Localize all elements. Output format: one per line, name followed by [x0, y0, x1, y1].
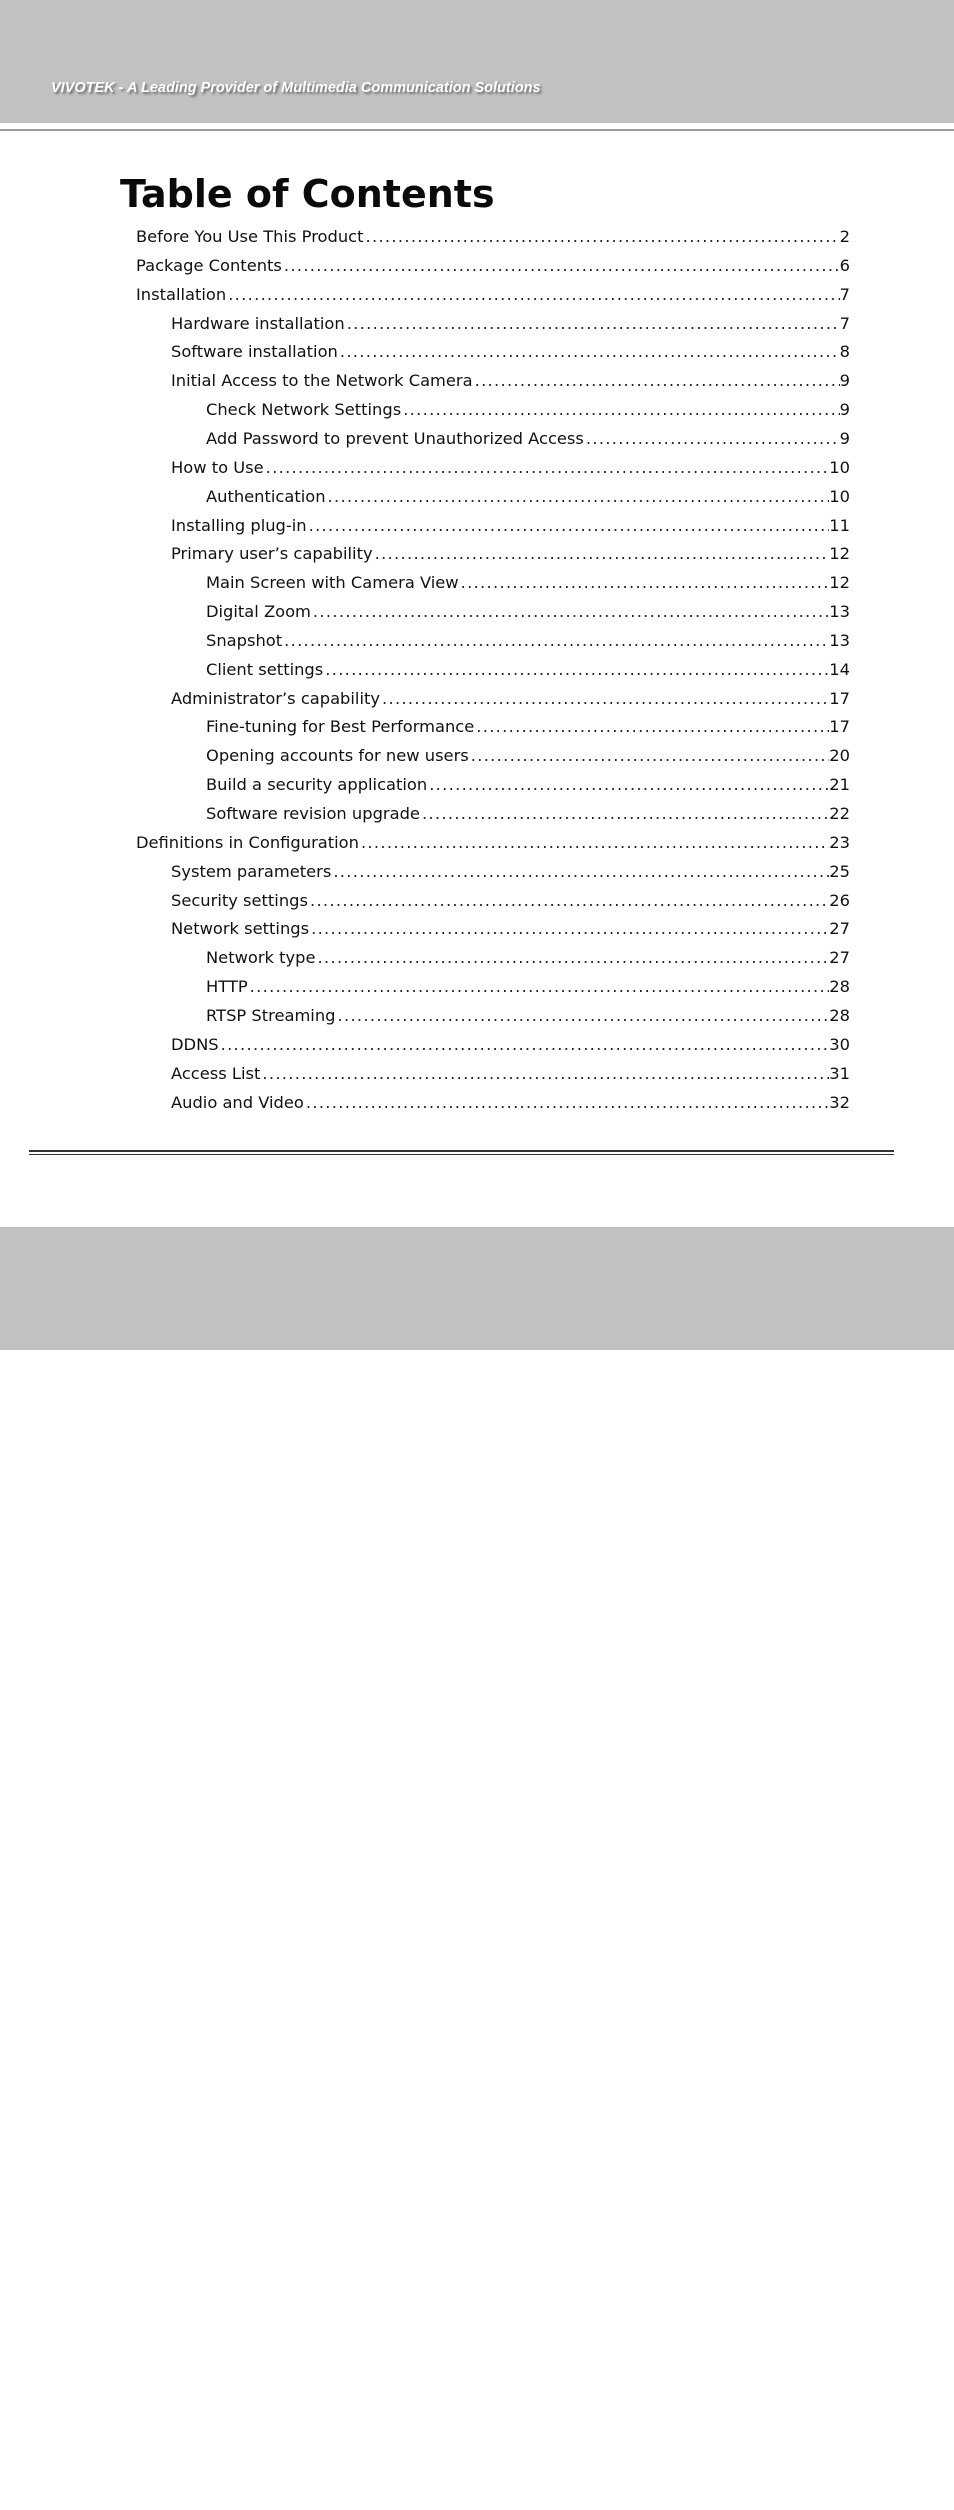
- toc-entry-label: Installation: [136, 284, 227, 304]
- toc-entry-label: Authentication: [206, 486, 326, 506]
- toc-entry-page-number: 14: [829, 659, 850, 679]
- toc-dot-leader: [309, 914, 829, 943]
- toc-entry-label: Snapshot: [206, 630, 283, 650]
- toc-dot-leader: [380, 684, 829, 713]
- toc-entry-label: Initial Access to the Network Camera: [171, 371, 473, 391]
- toc-entry-label: Network settings: [171, 919, 310, 939]
- toc-entry-label: Check Network Settings: [206, 400, 402, 420]
- toc-entry-label: Security settings: [171, 890, 308, 910]
- toc-dot-leader: [473, 366, 840, 395]
- toc-dot-leader: [345, 309, 840, 338]
- toc-entry[interactable]: [206, 972, 850, 1001]
- toc-entry[interactable]: [136, 251, 850, 280]
- toc-entry-page-number: 13: [829, 630, 850, 650]
- toc-dot-leader: [323, 655, 829, 684]
- header-band: [0, 0, 954, 123]
- toc-entry-label: Package Contents: [136, 255, 282, 275]
- toc-entry[interactable]: [171, 1030, 850, 1059]
- toc-entry[interactable]: [171, 857, 850, 886]
- toc-entry[interactable]: [171, 309, 850, 338]
- toc-dot-leader: [474, 712, 829, 741]
- toc-entry[interactable]: [171, 1059, 850, 1088]
- toc-entry-page-number: 2: [839, 227, 850, 246]
- toc-entry-page-number: 7: [839, 284, 850, 304]
- toc-entry[interactable]: [206, 597, 850, 626]
- toc-dot-leader: [219, 1030, 830, 1059]
- toc-entry-page-number: 6: [839, 255, 850, 275]
- toc-entry-page-number: 9: [839, 428, 850, 448]
- toc-entry-label: Hardware installation: [171, 313, 345, 333]
- toc-entry[interactable]: [136, 828, 850, 857]
- toc-entry-label: Installing plug-in: [171, 515, 307, 535]
- toc-entry-label: Main Screen with Camera View: [206, 573, 459, 593]
- toc-entry-page-number: 17: [829, 717, 850, 737]
- toc-entry-page-number: 31: [829, 1063, 850, 1083]
- toc-entry-page-number: 23: [829, 832, 850, 852]
- footer-divider-thin: [29, 1154, 894, 1155]
- toc-entry[interactable]: [206, 482, 850, 511]
- toc-dot-leader: [308, 886, 829, 915]
- toc-entry-label: Fine-tuning for Best Performance: [206, 717, 475, 737]
- footer-divider: [29, 1150, 894, 1152]
- toc-entry-page-number: 22: [829, 804, 850, 823]
- toc-dot-leader: [338, 337, 840, 366]
- toc-dot-leader: [282, 626, 829, 655]
- toc-entry[interactable]: [206, 1001, 850, 1030]
- toc-entry-page-number: 9: [839, 371, 850, 391]
- toc-entry[interactable]: [206, 655, 850, 684]
- toc-entry-page-number: 25: [829, 861, 850, 881]
- toc-entry-page-number: 32: [829, 1092, 850, 1112]
- toc-entry[interactable]: [171, 539, 850, 568]
- toc-entry-page-number: 7: [839, 313, 850, 333]
- toc-dot-leader: [311, 597, 829, 626]
- toc-entry-page-number: 30: [829, 1034, 850, 1054]
- toc-entry[interactable]: [206, 741, 850, 770]
- toc-entry-label: Network type: [206, 948, 316, 968]
- toc-entry[interactable]: [171, 886, 850, 915]
- toc-entry-page-number: 28: [829, 1005, 850, 1025]
- toc-entry-page-number: 26: [829, 890, 850, 910]
- toc-dot-leader: [264, 453, 830, 482]
- header-tagline: VIVOTEK - A Leading Provider of Multimedia Communication Solutions: [51, 80, 541, 96]
- toc-dot-leader: [469, 741, 830, 770]
- header-divider: [0, 129, 954, 131]
- toc-entry-page-number: 10: [829, 457, 850, 477]
- toc-entry-label: HTTP: [206, 977, 248, 997]
- toc-dot-leader: [373, 539, 830, 568]
- toc-dot-leader: [304, 1088, 829, 1117]
- toc-entry-label: Audio and Video: [171, 1092, 304, 1112]
- toc-entry-label: Before You Use This Product: [136, 227, 364, 246]
- toc-dot-leader: [364, 222, 840, 251]
- toc-entry[interactable]: [171, 511, 850, 540]
- toc-entry-page-number: 10: [829, 486, 850, 506]
- toc-entry-label: Access List: [171, 1063, 261, 1083]
- toc-dot-leader: [248, 972, 830, 1001]
- toc-dot-leader: [584, 424, 840, 453]
- toc-entry-page-number: 20: [829, 746, 850, 766]
- toc-entry-label: Add Password to prevent Unauthorized Access: [206, 428, 584, 448]
- page-number-label: 3 - User's Manual: [52, 2489, 193, 2509]
- toc-dot-leader: [331, 857, 829, 886]
- toc-entry-label: Build a security application: [206, 775, 428, 795]
- toc-dot-leader: [307, 511, 830, 540]
- toc-entry[interactable]: [206, 712, 850, 741]
- toc-entry-label: Opening accounts for new users: [206, 746, 469, 766]
- toc-entry-label: Primary user’s capability: [171, 544, 373, 564]
- toc-entry-page-number: 27: [829, 919, 850, 939]
- toc-dot-leader: [336, 1001, 830, 1030]
- toc-entry-label: RTSP Streaming: [206, 1005, 336, 1025]
- toc-entry-page-number: 12: [829, 573, 850, 593]
- toc-entry-label: DDNS: [171, 1034, 219, 1054]
- toc-entry-page-number: 8: [839, 342, 850, 362]
- toc-dot-leader: [420, 799, 829, 828]
- toc-entry[interactable]: [136, 222, 850, 251]
- toc-entry-label: Digital Zoom: [206, 602, 311, 622]
- toc-dot-leader: [359, 828, 829, 857]
- toc-entry-page-number: 9: [839, 400, 850, 420]
- toc-entry[interactable]: [171, 366, 850, 395]
- toc-dot-leader: [260, 1059, 829, 1088]
- toc-entry[interactable]: [206, 424, 850, 453]
- toc-entry-page-number: 28: [829, 977, 850, 997]
- toc-entry-label: System parameters: [171, 861, 332, 881]
- toc-entry-label: Administrator’s capability: [171, 688, 380, 708]
- toc-entry-page-number: 27: [829, 948, 850, 968]
- toc-entry-page-number: 13: [829, 602, 850, 622]
- toc-entry[interactable]: [206, 943, 850, 972]
- toc-dot-leader: [326, 482, 830, 511]
- toc-entry[interactable]: [206, 626, 850, 655]
- toc-entry-label: Software revision upgrade: [206, 804, 420, 823]
- toc-dot-leader: [401, 395, 839, 424]
- toc-entry-label: How to Use: [171, 457, 264, 477]
- toc-entry[interactable]: [171, 337, 850, 366]
- toc-entry[interactable]: [206, 799, 850, 828]
- toc-entry-page-number: 21: [829, 775, 850, 795]
- toc-entry-page-number: 12: [829, 544, 850, 564]
- toc-entry[interactable]: [171, 1088, 850, 1117]
- footer-band: [0, 1227, 954, 2509]
- toc-entry[interactable]: [171, 684, 850, 713]
- toc-entry-page-number: 11: [829, 515, 850, 535]
- toc-dot-leader: [459, 568, 830, 597]
- toc-entry-label: Software installation: [171, 342, 338, 362]
- toc-entry[interactable]: [171, 453, 850, 482]
- toc-dot-leader: [427, 770, 829, 799]
- toc-entry-label: Client settings: [206, 659, 324, 679]
- toc-entry[interactable]: [136, 280, 850, 309]
- toc-entry[interactable]: [206, 395, 850, 424]
- toc-entry-page-number: 17: [829, 688, 850, 708]
- toc-dot-leader: [226, 280, 839, 309]
- toc-entry[interactable]: [171, 914, 850, 943]
- toc-entry[interactable]: [206, 770, 850, 799]
- toc-entry[interactable]: [206, 568, 850, 597]
- toc-dot-leader: [316, 943, 830, 972]
- toc-dot-leader: [282, 251, 840, 280]
- toc-entry-label: Definitions in Configuration: [136, 832, 359, 852]
- page-title: Table of Contents: [120, 172, 495, 216]
